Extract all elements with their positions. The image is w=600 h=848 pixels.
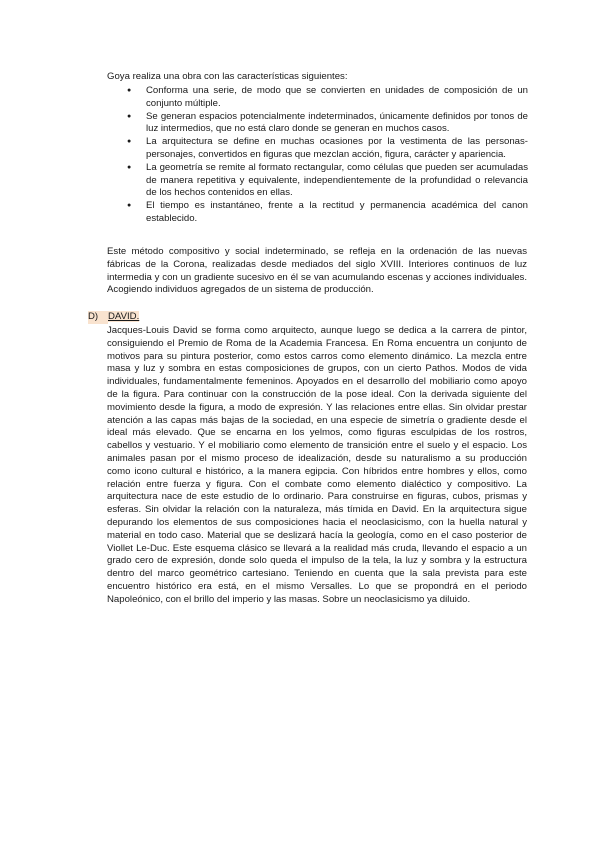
section-heading <box>88 311 139 324</box>
intro-text: Goya realiza una obra con las características siguientes: <box>107 71 348 82</box>
section-letter: D) <box>88 311 108 324</box>
list-item: ● La geometría se remite al formato rectangular, como células que pueden ser acumuladas de manera repetitiva y equivalente, independientemente de la profundidad o relevancia de los hechos contenidos en ellas. <box>127 162 528 200</box>
paragraph-david: Jacques-Louis David se forma como arquitecto, aunque luego se dedica a la carrera de pintor, consiguiendo el Premio de Roma de la Academia Francesa. En Roma encuentra un conjunto de motivos para su pintura posterior, como estos carros como elemento dinámico. La mezcla entre masa y luz y sombra en estas composiciones de grupos, con un cierto Pathos. Modos de vida individuales, fundamentalmente femeninos. Apoyados en el desarrollo del mobiliario como apoyo de la figura. Para continuar con la construcción de la pose ideal. Con la derivada siguiente del movimiento desde la figura, a modo de expresión. Y las relaciones entre ellas. Sin olvidar prestar atención a las capas más bajas de la sociedad, en una especie de simetría o gradiente desde el ideal más elevado. Que se encarna en los yelmos, como figuras esculpidas de los rostros, cabellos y vestuario. Y el mobiliario como elemento de transición entre el suelo y el espacio. Los animales pasan por el mismo proceso de idealización, desde su naturalismo a su producción como icono cultural e histórico, a la manera egipcia. Con híbridos entre hombres y ellos, como relación entre fuerza y figura. Con el combate como elemento dialéctico y compositivo. La arquitectura nace de este estudio de lo ordinario. Para construirse en figuras, cubos, prismas y esferas. Sin olvidar la relación con la naturaleza, más tímida en David. En la arquitectura sigue depurando los elementos de sus composiciones hacia el neoclasicismo, con la huella natural y material en todo caso. Material que se deslizará hacía la geología, como en el caso posterior de Viollet Le-Duc. Este esquema clásico se llevará a la realidad más cruda, llevando el espacio a un grado cero de expresión, donde solo queda el impulso de la tela, la luz y sombra y la estructura dentro del marco geométrico cartesiano. Teniendo en cuenta que la sala prevista para este encuentro histórico era está, en el mismo Versalles. Lo que se propondrá en el periodo Napoleónico, con el brillo del imperio y las masas. Sobre un neoclasicismo ya diluido. <box>107 325 527 605</box>
list-item: ● La arquitectura se define en muchas ocasiones por la vestimenta de las personas-personajes, convertidos en figuras que mezclan acción, figura, carácter y apariencia. <box>127 136 528 162</box>
list-item: ● Se generan espacios potencialmente indeterminados, únicamente definidos por tonos de luz intermedios, que no está claro donde se generan en muchos casos. <box>127 111 528 137</box>
list-item: ● El tiempo es instantáneo, frente a la rectitud y permanencia académica del canon establecido. <box>127 200 528 226</box>
section-title: DAVID. <box>108 311 140 322</box>
characteristics-list <box>127 85 528 226</box>
list-item: ● Conforma una serie, de modo que se convierten en unidades de composición de un conjunto múltiple. <box>127 85 528 111</box>
paragraph-factories: Este método compositivo y social indeterminado, se refleja en la ordenación de las nuevas fábricas de la Corona, realizadas desde mediados del siglo XVIII. Interiores continuos de luz intermedia y con un gradiente sucesivo en él se van acumulando escenas y acciones individuales. Acogiendo individuos agregados de un sistema de producción. <box>107 246 527 296</box>
